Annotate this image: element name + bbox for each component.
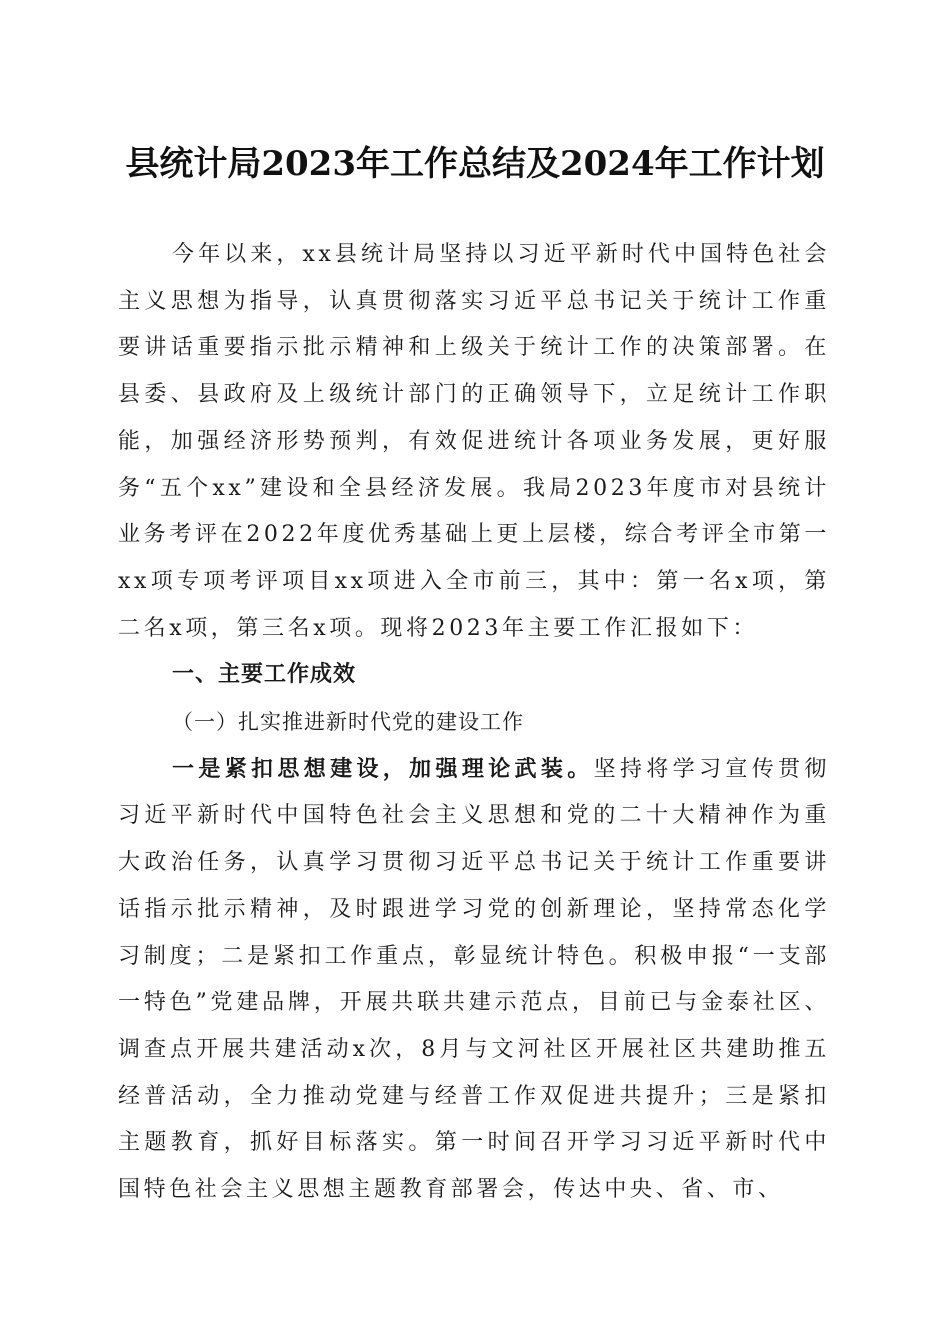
intro-paragraph: 今年以来，xx县统计局坚持以习近平新时代中国特色社会主义思想为指导，认真贯彻落实习近平总书记关于统计工作重要讲话重要指示批示精神和上级关于统计工作的决策部署。在县委、县政府及上级统计部门的正确领导下，立足统计工作职能，加强经济形势预判，有效促进统计各项业务发展，更好服务“五个xx”建设和全县经济发展。我局2023年度市对县统计业务考评在2022年度优秀基础上更上层楼，综合考评全市第一xx项专项考评项目xx项进入全市前三，其中：第一名x项，第二名x项，第三名x项。现将2023年主要工作汇报如下： (118, 242, 830, 641)
document-title: 县统计局2023年工作总结及2024年工作计划 (125, 144, 825, 184)
document-body (118, 232, 830, 1214)
body-paragraph (118, 746, 830, 1214)
paragraph-lead: 一是紧扣思想建设，加强理论武装。 (172, 755, 594, 782)
section-heading: 一、主要工作成效 (172, 662, 357, 688)
subsection-heading: （一）扎实推进新时代党的建设工作 (172, 710, 524, 735)
paragraph-text: 坚持将学习宣传贯彻习近平新时代中国特色社会主义思想和党的二十大精神作为重大政治任务，认真学习贯彻习近平总书记关于统计工作重要讲话指示批示精神，及时跟进学习党的创新理论，坚持常态化学习制度；二是紧扣工作重点，彰显统计特色。积极申报“一支部一特色”党建品牌，开展共联共建示范点，目前已与金泰社区、调查点开展共建活动x次，8月与文河社区开展社区共建助推五经普活动，全力推动党建与经普工作双促进共提升；三是紧扣主题教育，抓好目标落实。第一时间召开学习习近平新时代中国特色社会主义思想主题教育部署会，传达中央、省、市、 (118, 756, 830, 1203)
